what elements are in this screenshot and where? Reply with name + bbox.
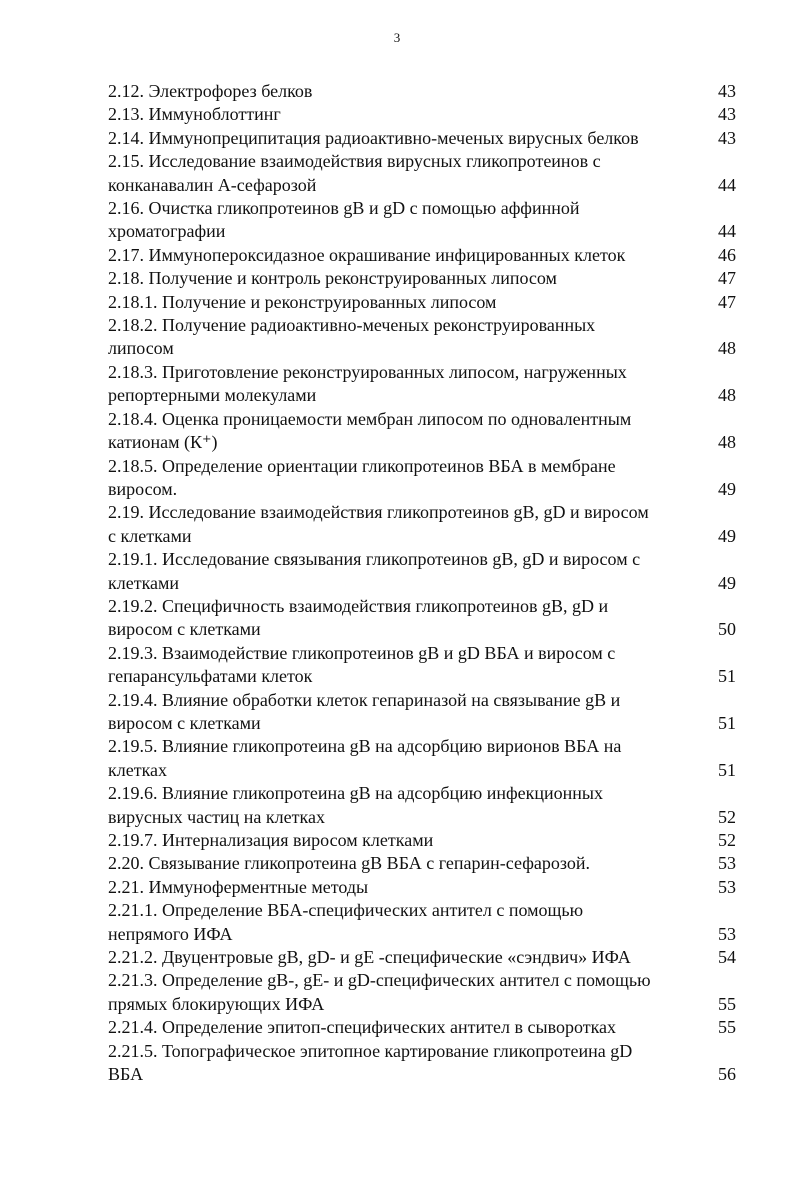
toc-entry: [108, 103, 736, 126]
toc-entry-title: 2.19.6. Влияние гликопротеина gB на адсорбцию инфекционных вирусных частиц на клетках: [108, 783, 603, 827]
toc-entry-title: 2.12. Электрофорез белков: [108, 81, 313, 101]
toc-entry-title: 2.21.3. Определение gB-, gE- и gD-специфических антител с помощью прямых блокирующих ИФА: [108, 970, 651, 1014]
toc-entry: [108, 455, 736, 502]
toc-entry-page: 50: [718, 619, 736, 640]
toc-entry-title: 2.21. Иммуноферментные методы: [108, 876, 369, 897]
toc-entry: [108, 501, 736, 548]
table-of-contents: [108, 80, 736, 1086]
toc-entry: [108, 291, 736, 314]
toc-entry-page: 47: [718, 268, 736, 289]
toc-entry-title: 2.21.5. Топографическое эпитопное картирование гликопротеина gD ВБА: [108, 1040, 633, 1085]
toc-entry: [108, 876, 736, 899]
toc-entry: [108, 1040, 736, 1087]
toc-entry-page: 56: [718, 1064, 736, 1085]
toc-entry-title: 2.19. Исследование взаимодействия гликопротеинов gB, gD и виросом с клетками: [108, 502, 649, 546]
toc-entry-page: 51: [718, 759, 736, 780]
toc-entry: [108, 946, 736, 969]
toc-entry: [108, 150, 736, 197]
toc-entry-page: 44: [718, 221, 736, 242]
toc-entry-page: 52: [718, 830, 736, 850]
toc-entry-page: 43: [718, 104, 736, 125]
toc-entry-page: 52: [718, 806, 736, 827]
toc-entry: [108, 595, 736, 642]
toc-entry: [108, 829, 736, 852]
toc-entry-title: 2.14. Иммунопреципитация радиоактивно-меченых вирусных белков: [108, 127, 639, 148]
toc-entry-title: 2.18. Получение и контроль реконструированных липосом: [108, 268, 557, 289]
toc-entry-page: 43: [718, 81, 736, 101]
toc-entry: [108, 548, 736, 595]
toc-entry-page: 49: [718, 572, 736, 593]
toc-entry-page: 51: [718, 712, 736, 733]
toc-entry-page: 48: [718, 338, 736, 359]
toc-entry: [108, 899, 736, 946]
toc-entry-page: 55: [718, 993, 736, 1014]
toc-entry-page: 44: [718, 174, 736, 195]
toc-entry: [108, 735, 736, 782]
toc-entry: [108, 80, 736, 103]
toc-entry-title: 2.21.1. Определение ВБА-специфических антител с помощью непрямого ИФА: [108, 900, 584, 944]
toc-entry-title: 2.18.1. Получение и реконструированных липосом: [108, 291, 497, 312]
toc-entry: [108, 244, 736, 267]
toc-entry: [108, 689, 736, 736]
toc-entry-title: 2.19.4. Влияние обработки клеток гепариназой на связывание gB и виросом с клетками: [108, 689, 621, 733]
toc-entry-title: 2.13. Иммуноблоттинг: [108, 104, 281, 125]
toc-entry-title: 2.19.1. Исследование связывания гликопротеинов gB, gD и виросом с клетками: [108, 549, 641, 593]
toc-entry: [108, 852, 736, 875]
toc-entry-title: 2.16. Очистка гликопротеинов gB и gD с помощью аффинной хроматографии: [108, 198, 580, 242]
toc-entry-title: 2.20. Связывание гликопротеина gB ВБА с гепарин-сефарозой.: [108, 853, 591, 874]
toc-entry: [108, 267, 736, 290]
toc-entry-page: 49: [718, 478, 736, 499]
toc-entry-title: 2.19.7. Интернализация виросом клетками: [108, 830, 434, 850]
toc-entry-title: 2.18.5. Определение ориентации гликопротеинов ВБА в мембране виросом.: [108, 455, 616, 499]
toc-entry-page: 53: [718, 853, 736, 874]
toc-entry-title: 2.18.4. Оценка проницаемости мембран липосом по одновалентным катионам (К⁺): [108, 408, 632, 453]
toc-entry-page: 47: [718, 291, 736, 312]
toc-entry-title: 2.21.2. Двуцентровые gB, gD- и gE -специфические «сэндвич» ИФА: [108, 947, 631, 968]
toc-entry-title: 2.15. Исследование взаимодействия вирусных гликопротеинов с конканавалин А-сефарозой: [108, 151, 601, 195]
toc-entry-page: 48: [718, 385, 736, 406]
toc-entry: [108, 642, 736, 689]
toc-entry-page: 48: [718, 432, 736, 453]
toc-entry-page: 43: [718, 127, 736, 148]
toc-entry-title: 2.19.2. Специфичность взаимодействия гликопротеинов gB, gD и виросом с клетками: [108, 595, 609, 640]
toc-entry-title: 2.18.3. Приготовление реконструированных липосом, нагруженных репортерными молекулами: [108, 361, 627, 406]
toc-entry-title: 2.19.3. Взаимодействие гликопротеинов gB и gD ВБА и виросом с гепарансульфатами клеток: [108, 642, 616, 687]
toc-entry-title: 2.18.2. Получение радиоактивно-меченых реконструированных липосом: [108, 315, 596, 359]
toc-entry: [108, 314, 736, 361]
toc-entry: [108, 197, 736, 244]
toc-entry-title: 2.17. Иммунопероксидазное окрашивание инфицированных клеток: [108, 244, 626, 265]
toc-entry: [108, 1016, 736, 1039]
toc-entry: [108, 969, 736, 1016]
toc-entry-title: 2.21.4. Определение эпитоп-специфических антител в сыворотках: [108, 1017, 617, 1038]
toc-entry-page: 55: [718, 1017, 736, 1038]
toc-entry-page: 49: [718, 525, 736, 546]
toc-entry-page: 53: [718, 923, 736, 944]
toc-entry: [108, 127, 736, 150]
toc-entry-title: 2.19.5. Влияние гликопротеина gB на адсорбцию вирионов ВБА на клетках: [108, 736, 622, 780]
toc-entry-page: 46: [718, 244, 736, 265]
page-number: 3: [393, 30, 401, 45]
toc-entry: [108, 782, 736, 829]
toc-entry: [108, 408, 736, 455]
toc-entry-page: 54: [718, 947, 736, 968]
toc-entry: [108, 361, 736, 408]
toc-entry-page: 51: [718, 666, 736, 687]
toc-entry-page: 53: [718, 876, 736, 897]
